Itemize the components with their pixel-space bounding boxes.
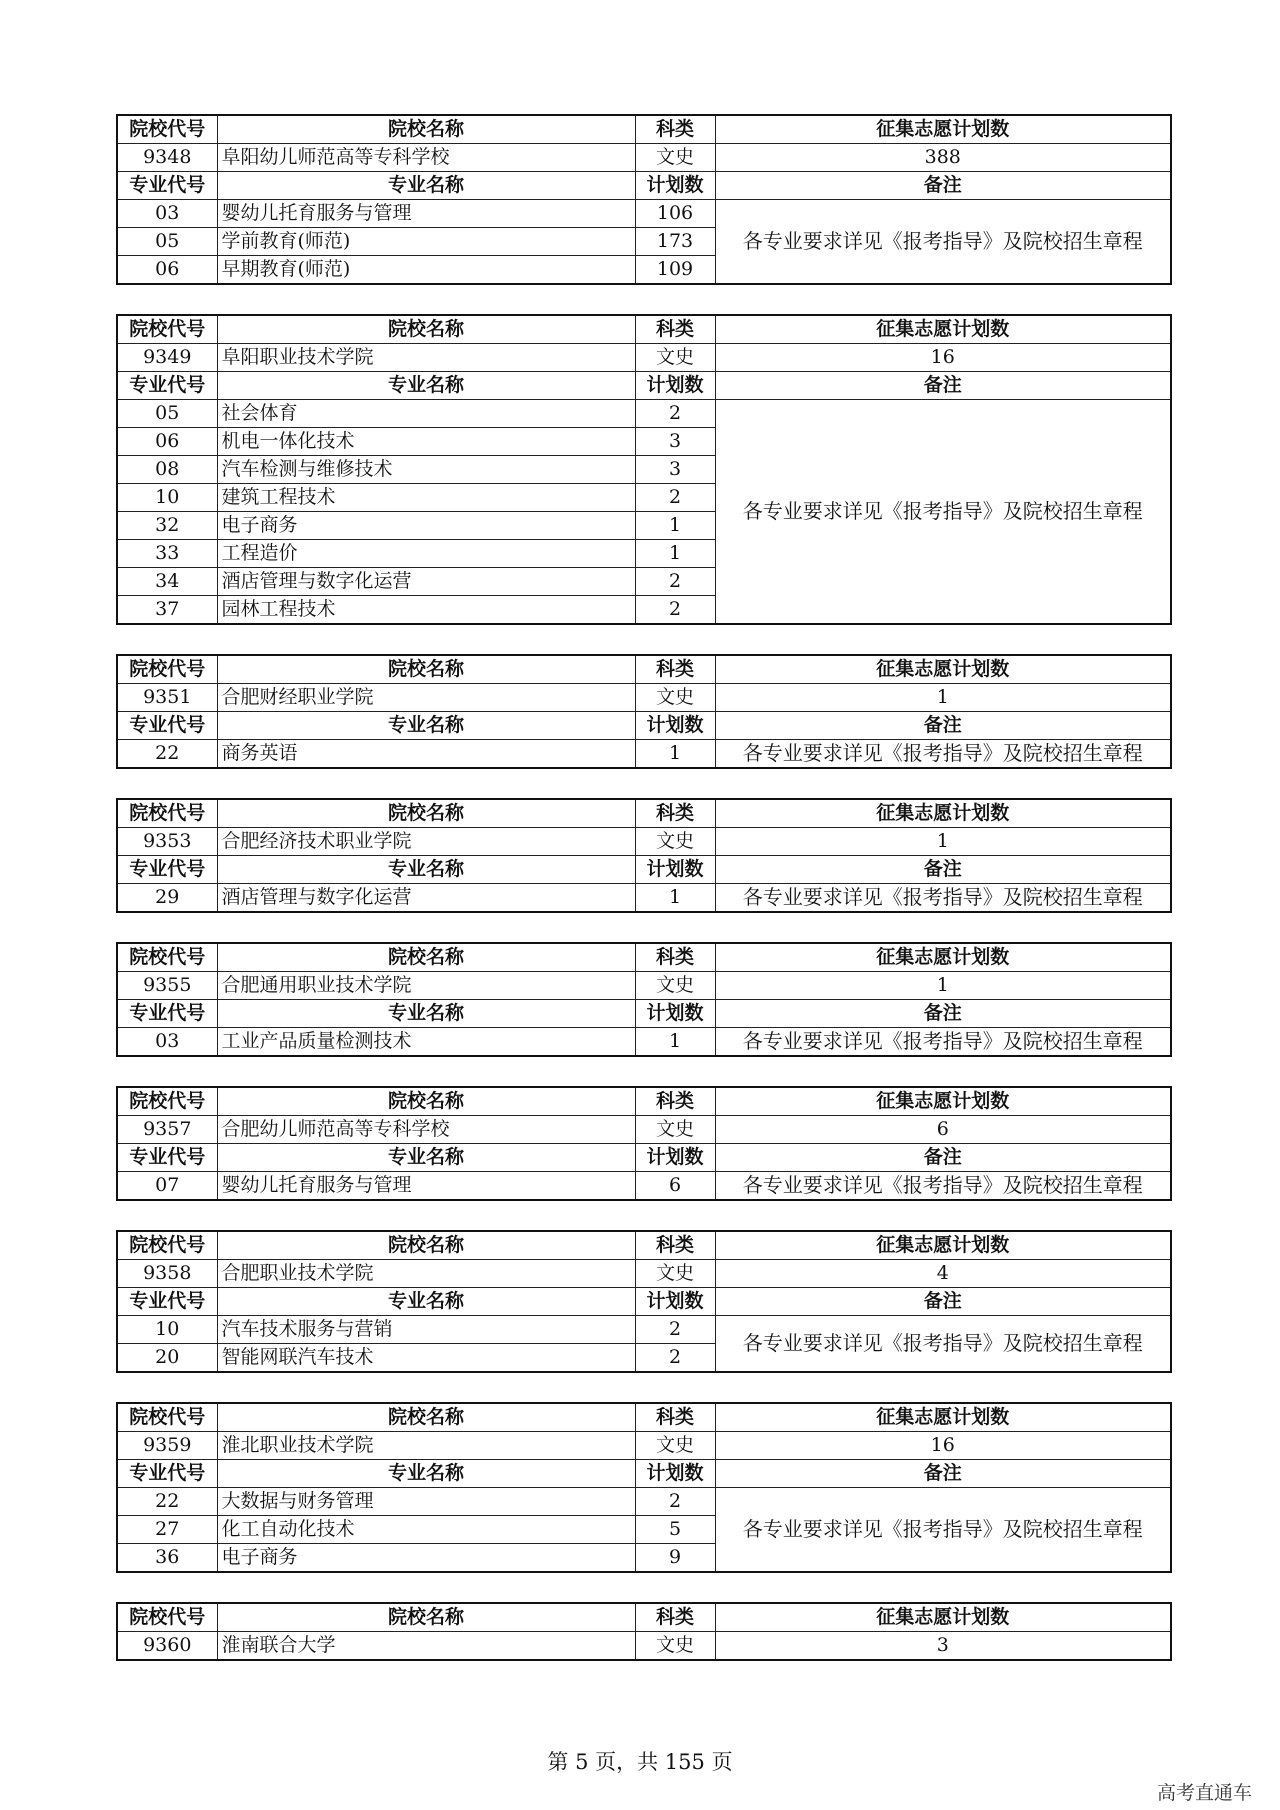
major-code: 33	[117, 540, 217, 568]
school-total-plan: 1	[715, 972, 1171, 1000]
major-code: 32	[117, 512, 217, 540]
major-code: 03	[117, 1028, 217, 1057]
major-plan: 5	[635, 1516, 715, 1544]
major-code: 05	[117, 400, 217, 428]
category-header: 科类	[635, 315, 715, 344]
school-total-plan: 16	[715, 344, 1171, 372]
major-name: 汽车检测与维修技术	[217, 456, 635, 484]
major-code: 36	[117, 1544, 217, 1573]
total-plan-header: 征集志愿计划数	[715, 655, 1171, 684]
major-plan: 173	[635, 228, 715, 256]
school-category: 文史	[635, 1260, 715, 1288]
plan-header: 计划数	[635, 1000, 715, 1028]
major-name: 婴幼儿托育服务与管理	[217, 200, 635, 228]
school-table	[116, 798, 1172, 913]
major-note: 各专业要求详见《报考指导》及院校招生章程	[715, 200, 1171, 285]
school-block	[116, 1086, 1170, 1201]
school-info-row	[117, 1632, 1171, 1661]
school-code: 9355	[117, 972, 217, 1000]
school-category: 文史	[635, 1432, 715, 1460]
school-name-header: 院校名称	[217, 1231, 635, 1260]
major-name-header: 专业名称	[217, 372, 635, 400]
school-name: 合肥经济技术职业学院	[217, 828, 635, 856]
major-plan: 106	[635, 200, 715, 228]
major-name-header: 专业名称	[217, 856, 635, 884]
school-total-plan: 4	[715, 1260, 1171, 1288]
school-header-row	[117, 1603, 1171, 1632]
school-name: 合肥通用职业技术学院	[217, 972, 635, 1000]
major-code: 05	[117, 228, 217, 256]
school-block	[116, 654, 1170, 769]
major-plan: 2	[635, 596, 715, 625]
major-code-header: 专业代号	[117, 712, 217, 740]
school-total-plan: 3	[715, 1632, 1171, 1661]
major-code: 06	[117, 256, 217, 285]
school-info-row	[117, 828, 1171, 856]
school-block	[116, 1602, 1170, 1661]
school-total-plan: 388	[715, 144, 1171, 172]
major-code-header: 专业代号	[117, 1000, 217, 1028]
major-code-header: 专业代号	[117, 1460, 217, 1488]
total-plan-header: 征集志愿计划数	[715, 1603, 1171, 1632]
major-code-header: 专业代号	[117, 1288, 217, 1316]
major-note: 各专业要求详见《报考指导》及院校招生章程	[715, 740, 1171, 769]
school-code-header: 院校代号	[117, 799, 217, 828]
major-plan: 3	[635, 428, 715, 456]
plan-header: 计划数	[635, 1288, 715, 1316]
major-row	[117, 740, 1171, 769]
major-name: 酒店管理与数字化运营	[217, 568, 635, 596]
major-header-row	[117, 372, 1171, 400]
major-header-row	[117, 1288, 1171, 1316]
watermark-text: 高考直通车	[1156, 1782, 1252, 1804]
school-info-row	[117, 1116, 1171, 1144]
major-code: 10	[117, 1316, 217, 1344]
school-category: 文史	[635, 1116, 715, 1144]
major-name: 大数据与财务管理	[217, 1488, 635, 1516]
school-code-header: 院校代号	[117, 1087, 217, 1116]
major-name: 园林工程技术	[217, 596, 635, 625]
major-note: 各专业要求详见《报考指导》及院校招生章程	[715, 1028, 1171, 1057]
major-plan: 2	[635, 400, 715, 428]
major-name: 商务英语	[217, 740, 635, 769]
major-plan: 1	[635, 512, 715, 540]
plan-header: 计划数	[635, 712, 715, 740]
major-row	[117, 1316, 1171, 1344]
page-footer: 第 5 页，共 155 页	[547, 1750, 733, 1774]
school-table	[116, 942, 1172, 1057]
major-code: 27	[117, 1516, 217, 1544]
note-header: 备注	[715, 172, 1171, 200]
major-row	[117, 200, 1171, 228]
school-info-row	[117, 344, 1171, 372]
category-header: 科类	[635, 115, 715, 144]
school-code: 9357	[117, 1116, 217, 1144]
plan-header: 计划数	[635, 856, 715, 884]
school-code-header: 院校代号	[117, 1603, 217, 1632]
major-name: 酒店管理与数字化运营	[217, 884, 635, 913]
school-table	[116, 1402, 1172, 1573]
major-plan: 1	[635, 1028, 715, 1057]
school-info-row	[117, 1432, 1171, 1460]
note-header: 备注	[715, 1144, 1171, 1172]
plan-header: 计划数	[635, 1460, 715, 1488]
major-name: 化工自动化技术	[217, 1516, 635, 1544]
major-row	[117, 1488, 1171, 1516]
major-row	[117, 400, 1171, 428]
major-code: 03	[117, 200, 217, 228]
school-header-row	[117, 1231, 1171, 1260]
school-name: 淮北职业技术学院	[217, 1432, 635, 1460]
school-name-header: 院校名称	[217, 655, 635, 684]
major-header-row	[117, 1460, 1171, 1488]
school-category: 文史	[635, 1632, 715, 1661]
school-code: 9348	[117, 144, 217, 172]
total-plan-header: 征集志愿计划数	[715, 315, 1171, 344]
major-code: 34	[117, 568, 217, 596]
total-plan-header: 征集志愿计划数	[715, 799, 1171, 828]
school-code-header: 院校代号	[117, 315, 217, 344]
major-code: 22	[117, 1488, 217, 1516]
major-code-header: 专业代号	[117, 372, 217, 400]
school-table	[116, 114, 1172, 285]
school-category: 文史	[635, 344, 715, 372]
major-name: 早期教育(师范)	[217, 256, 635, 285]
school-block	[116, 942, 1170, 1057]
total-plan-header: 征集志愿计划数	[715, 115, 1171, 144]
school-block	[116, 114, 1170, 285]
school-code-header: 院校代号	[117, 943, 217, 972]
school-block	[116, 1230, 1170, 1373]
major-name: 电子商务	[217, 512, 635, 540]
school-info-row	[117, 144, 1171, 172]
major-name: 机电一体化技术	[217, 428, 635, 456]
major-name-header: 专业名称	[217, 1288, 635, 1316]
school-header-row	[117, 655, 1171, 684]
major-note: 各专业要求详见《报考指导》及院校招生章程	[715, 1316, 1171, 1373]
major-name: 电子商务	[217, 1544, 635, 1573]
major-header-row	[117, 1144, 1171, 1172]
school-code: 9358	[117, 1260, 217, 1288]
category-header: 科类	[635, 655, 715, 684]
major-name: 建筑工程技术	[217, 484, 635, 512]
school-code-header: 院校代号	[117, 1403, 217, 1432]
school-name: 阜阳职业技术学院	[217, 344, 635, 372]
school-category: 文史	[635, 144, 715, 172]
major-code-header: 专业代号	[117, 172, 217, 200]
major-name: 智能网联汽车技术	[217, 1344, 635, 1373]
major-code: 22	[117, 740, 217, 769]
major-code-header: 专业代号	[117, 1144, 217, 1172]
school-name-header: 院校名称	[217, 315, 635, 344]
major-plan: 2	[635, 568, 715, 596]
major-code: 20	[117, 1344, 217, 1373]
school-info-row	[117, 1260, 1171, 1288]
major-plan: 3	[635, 456, 715, 484]
school-name: 合肥职业技术学院	[217, 1260, 635, 1288]
major-code: 08	[117, 456, 217, 484]
note-header: 备注	[715, 1460, 1171, 1488]
major-note: 各专业要求详见《报考指导》及院校招生章程	[715, 1488, 1171, 1573]
school-name-header: 院校名称	[217, 1603, 635, 1632]
plan-header: 计划数	[635, 1144, 715, 1172]
school-name-header: 院校名称	[217, 115, 635, 144]
note-header: 备注	[715, 856, 1171, 884]
note-header: 备注	[715, 712, 1171, 740]
major-plan: 2	[635, 1344, 715, 1373]
category-header: 科类	[635, 1231, 715, 1260]
school-total-plan: 1	[715, 684, 1171, 712]
total-plan-header: 征集志愿计划数	[715, 1231, 1171, 1260]
major-plan: 6	[635, 1172, 715, 1201]
school-header-row	[117, 1087, 1171, 1116]
major-name-header: 专业名称	[217, 1000, 635, 1028]
school-code: 9353	[117, 828, 217, 856]
category-header: 科类	[635, 1603, 715, 1632]
school-header-row	[117, 943, 1171, 972]
major-name: 社会体育	[217, 400, 635, 428]
major-plan: 2	[635, 1316, 715, 1344]
plan-header: 计划数	[635, 172, 715, 200]
school-code: 9359	[117, 1432, 217, 1460]
school-header-row	[117, 1403, 1171, 1432]
major-plan: 109	[635, 256, 715, 285]
school-category: 文史	[635, 972, 715, 1000]
major-header-row	[117, 172, 1171, 200]
major-name: 工程造价	[217, 540, 635, 568]
major-plan: 9	[635, 1544, 715, 1573]
school-total-plan: 6	[715, 1116, 1171, 1144]
school-tables	[116, 114, 1170, 1690]
total-plan-header: 征集志愿计划数	[715, 1403, 1171, 1432]
major-row	[117, 1172, 1171, 1201]
school-name: 淮南联合大学	[217, 1632, 635, 1661]
major-name-header: 专业名称	[217, 712, 635, 740]
school-table	[116, 1230, 1172, 1373]
major-name: 汽车技术服务与营销	[217, 1316, 635, 1344]
category-header: 科类	[635, 799, 715, 828]
school-total-plan: 16	[715, 1432, 1171, 1460]
major-code: 37	[117, 596, 217, 625]
total-plan-header: 征集志愿计划数	[715, 1087, 1171, 1116]
major-code-header: 专业代号	[117, 856, 217, 884]
major-name-header: 专业名称	[217, 1144, 635, 1172]
school-code: 9349	[117, 344, 217, 372]
major-name: 学前教育(师范)	[217, 228, 635, 256]
note-header: 备注	[715, 372, 1171, 400]
school-table	[116, 654, 1172, 769]
total-plan-header: 征集志愿计划数	[715, 943, 1171, 972]
school-info-row	[117, 972, 1171, 1000]
school-block	[116, 798, 1170, 913]
major-code: 06	[117, 428, 217, 456]
school-table	[116, 1086, 1172, 1201]
major-plan: 2	[635, 1488, 715, 1516]
major-note: 各专业要求详见《报考指导》及院校招生章程	[715, 400, 1171, 625]
major-header-row	[117, 856, 1171, 884]
school-name-header: 院校名称	[217, 799, 635, 828]
school-name-header: 院校名称	[217, 1087, 635, 1116]
category-header: 科类	[635, 1403, 715, 1432]
school-name-header: 院校名称	[217, 1403, 635, 1432]
school-block	[116, 314, 1170, 625]
school-name-header: 院校名称	[217, 943, 635, 972]
note-header: 备注	[715, 1000, 1171, 1028]
school-header-row	[117, 799, 1171, 828]
school-header-row	[117, 315, 1171, 344]
school-table	[116, 1602, 1172, 1661]
school-block	[116, 1402, 1170, 1573]
school-code: 9360	[117, 1632, 217, 1661]
major-plan: 1	[635, 740, 715, 769]
school-name: 合肥幼儿师范高等专科学校	[217, 1116, 635, 1144]
school-category: 文史	[635, 684, 715, 712]
major-plan: 2	[635, 484, 715, 512]
major-header-row	[117, 712, 1171, 740]
major-name-header: 专业名称	[217, 172, 635, 200]
school-category: 文史	[635, 828, 715, 856]
major-plan: 1	[635, 884, 715, 913]
major-note: 各专业要求详见《报考指导》及院校招生章程	[715, 884, 1171, 913]
school-total-plan: 1	[715, 828, 1171, 856]
major-name-header: 专业名称	[217, 1460, 635, 1488]
major-name: 婴幼儿托育服务与管理	[217, 1172, 635, 1201]
major-row	[117, 884, 1171, 913]
major-note: 各专业要求详见《报考指导》及院校招生章程	[715, 1172, 1171, 1201]
school-table	[116, 314, 1172, 625]
major-plan: 1	[635, 540, 715, 568]
major-code: 10	[117, 484, 217, 512]
school-header-row	[117, 115, 1171, 144]
school-info-row	[117, 684, 1171, 712]
school-code-header: 院校代号	[117, 115, 217, 144]
school-code-header: 院校代号	[117, 1231, 217, 1260]
note-header: 备注	[715, 1288, 1171, 1316]
school-name: 合肥财经职业学院	[217, 684, 635, 712]
school-name: 阜阳幼儿师范高等专科学校	[217, 144, 635, 172]
category-header: 科类	[635, 1087, 715, 1116]
category-header: 科类	[635, 943, 715, 972]
major-row	[117, 1028, 1171, 1057]
major-header-row	[117, 1000, 1171, 1028]
major-code: 07	[117, 1172, 217, 1201]
major-name: 工业产品质量检测技术	[217, 1028, 635, 1057]
school-code: 9351	[117, 684, 217, 712]
plan-header: 计划数	[635, 372, 715, 400]
major-code: 29	[117, 884, 217, 913]
school-code-header: 院校代号	[117, 655, 217, 684]
